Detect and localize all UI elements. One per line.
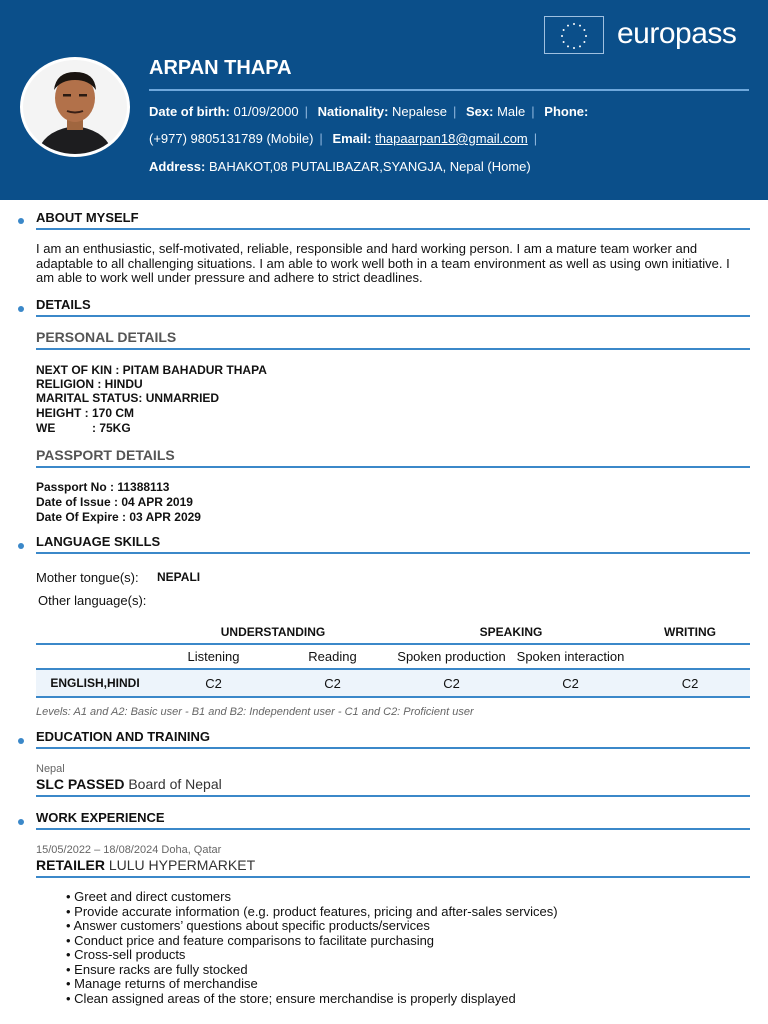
details-section-title: DETAILS [36, 297, 91, 312]
list-item: • Manage returns of merchandise [66, 977, 558, 992]
section-bullet-language [18, 543, 24, 549]
passport-details-divider [36, 466, 750, 468]
eu-flag-logo [544, 16, 604, 54]
list-item: • Cross-sell products [66, 948, 558, 963]
sex-label: Sex: [465, 104, 494, 119]
level-spoken-production: C2 [443, 675, 460, 691]
work-section-divider [36, 828, 750, 830]
sex-value: Male [497, 104, 526, 119]
personal-details-title: PERSONAL DETAILS [36, 329, 177, 345]
list-item: • Answer customers’ questions about specific products/services [66, 919, 558, 934]
spoken-production-subheader: Spoken production [397, 649, 506, 664]
other-languages-label: Other language(s): [38, 593, 147, 608]
section-bullet-details [18, 306, 24, 312]
phone-value: (+977) 9805131789 (Mobile) [149, 131, 314, 146]
about-section-title: ABOUT MYSELF [36, 210, 139, 225]
phone-label: Phone: [544, 104, 589, 119]
education-entry-divider [36, 795, 750, 797]
email-label: Email: [332, 131, 372, 146]
address-value: BAHAKOT,08 PUTALIBAZAR,SYANGJA, Nepal (Home) [208, 159, 531, 174]
spoken-interaction-subheader: Spoken interaction [516, 649, 625, 664]
education-section-title: EDUCATION AND TRAINING [36, 729, 211, 744]
work-entry [36, 857, 255, 873]
list-item: • Clean assigned areas of the store; ensure merchandise is properly displayed [66, 992, 558, 1007]
about-section-divider [36, 228, 750, 230]
language-name: ENGLISH,HINDI [50, 676, 140, 690]
listening-subheader: Listening [187, 649, 240, 664]
language-levels-legend: Levels: A1 and A2: Basic user - B1 and B2: Independent user - C1 and C2: Proficient user [36, 706, 474, 718]
understanding-header: UNDERSTANDING [220, 624, 326, 639]
details-section-divider [36, 315, 750, 317]
list-item: • Conduct price and feature comparisons to facilitate purchasing [66, 934, 558, 949]
personal-info-line-3 [149, 159, 531, 174]
writing-header: WRITING [664, 624, 716, 639]
work-role: RETAILER [36, 857, 105, 873]
about-text: I am an enthusiastic, self-motivated, reliable, responsible and hard working person. I am a mature team worker and adaptable to all challenging situations. I am able to work well both in a team environment as well as using own initiative. I am able to work well under pressure and adhere to strict deadlines. [36, 241, 730, 285]
level-writing: C2 [681, 675, 699, 691]
passport-number: Passport No : 11388113 [36, 480, 170, 494]
personal-info-line-2: (+977) 9805131789 (Mobile) | Email: thapaarpan18@gmail.com | [149, 131, 538, 146]
work-employer: LULU HYPERMARKET [108, 857, 256, 873]
level-spoken-interaction: C2 [562, 675, 579, 691]
language-section-title: LANGUAGE SKILLS [36, 534, 161, 549]
education-location: Nepal [36, 763, 65, 775]
section-bullet-education [18, 738, 24, 744]
profile-photo [20, 57, 130, 157]
education-entry [36, 776, 222, 792]
header-divider [149, 89, 749, 91]
language-section-divider [36, 552, 750, 554]
nationality-value: Nepalese [392, 104, 447, 119]
education-section-divider [36, 747, 750, 749]
work-entry-divider [36, 876, 750, 878]
cv-header [0, 0, 768, 200]
candidate-name: ARPAN THAPA [149, 57, 292, 79]
education-institution: Board of Nepal [128, 776, 222, 792]
work-section-title: WORK EXPERIENCE [36, 810, 165, 825]
europass-logo-text: europass [617, 17, 737, 50]
nationality-label: Nationality: [317, 104, 389, 119]
level-reading: C2 [324, 675, 341, 691]
mother-tongue-value: NEPALI [157, 570, 201, 584]
next-of-kin: NEXT OF KIN : PITAM BAHADUR THAPA [36, 363, 267, 377]
education-qualification: SLC PASSED [36, 776, 125, 792]
work-dates-location: 15/05/2022 – 18/08/2024 Doha, Qatar [36, 844, 222, 856]
list-item: • Provide accurate information (e.g. product features, pricing and after-sales services) [66, 905, 558, 920]
language-row [36, 669, 750, 697]
section-bullet-about [18, 218, 24, 224]
dob-label: Date of birth: [149, 104, 230, 119]
reading-subheader: Reading [308, 649, 357, 664]
section-bullet-work [18, 819, 24, 825]
marital-status: MARITAL STATUS: UNMARRIED [36, 391, 220, 405]
religion: RELIGION : HINDU [36, 377, 143, 391]
speaking-header: SPEAKING [479, 624, 543, 639]
level-listening: C2 [205, 675, 222, 691]
list-item: • Greet and direct customers [66, 890, 558, 905]
language-table [36, 620, 750, 698]
weight: WE : 75KG [36, 421, 131, 435]
language-subheader-row [36, 644, 750, 669]
list-item: • Ensure racks are fully stocked [66, 963, 558, 978]
mother-tongue-label: Mother tongue(s): [36, 570, 139, 585]
language-group-header-row [36, 620, 750, 644]
height: HEIGHT : 170 CM [36, 406, 135, 420]
work-duties-list [66, 890, 558, 1006]
dob-value: 01/09/2000 [233, 104, 299, 119]
passport-expiry-date: Date Of Expire : 03 APR 2029 [36, 510, 201, 524]
passport-details-title: PASSPORT DETAILS [36, 447, 175, 463]
passport-issue-date: Date of Issue : 04 APR 2019 [36, 495, 193, 509]
personal-info-line-1: Date of birth: 01/09/2000 | Nationality: Nepalese | Sex: Male | Phone: [149, 104, 589, 119]
email-link[interactable]: thapaarpan18@gmail.com [375, 131, 528, 146]
personal-details-divider [36, 348, 750, 350]
address-label: Address: [149, 159, 206, 174]
